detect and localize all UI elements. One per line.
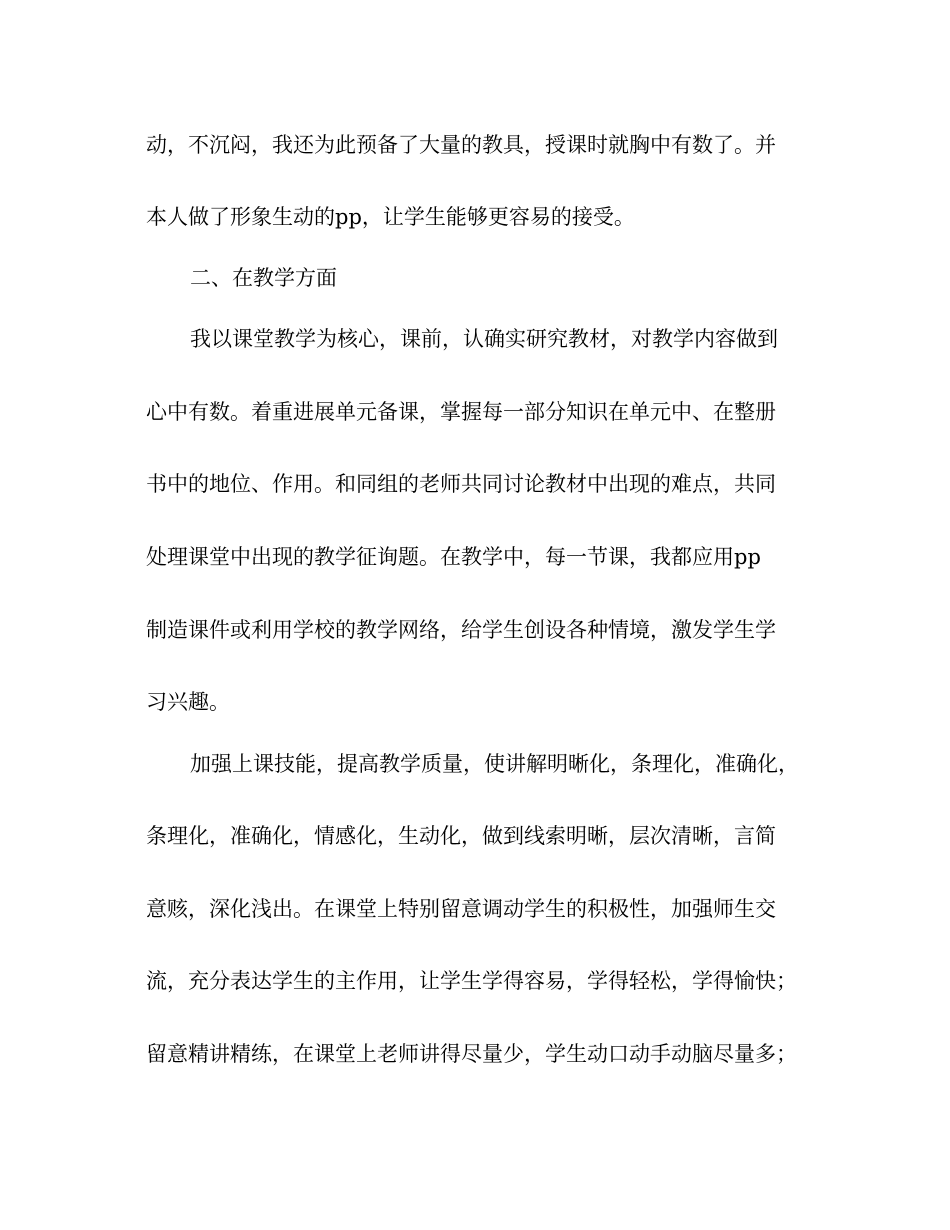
text-line: 动，不沉闷，我还为此预备了大量的教具，授课时就胸中有数了。并	[146, 133, 776, 157]
text-line: 习兴趣。	[146, 690, 230, 714]
text-line: 本人做了形象生动的pp，让学生能够更容易的接受。	[146, 205, 635, 229]
text-line: 条理化，准确化，情感化，生动化，做到线索明晰，层次清晰，言简	[146, 824, 776, 848]
text-line: 流，充分表达学生的主作用，让学生学得容易，学得轻松，学得愉快；	[146, 969, 797, 993]
text-line: 处理课堂中出现的教学征询题。在教学中，每一节课，我都应用pp	[146, 545, 761, 569]
section-heading: 二、在教学方面	[190, 266, 337, 290]
text-line: 我以课堂教学为核心，课前，认确实研究教材，对教学内容做到	[190, 327, 778, 351]
text-line: 书中的地位、作用。和同组的老师共同讨论教材中出现的难点，共同	[146, 472, 776, 496]
text-line: 意赅，深化浅出。在课堂上特别留意调动学生的积极性，加强师生交	[146, 897, 776, 921]
text-line: 加强上课技能，提高教学质量，使讲解明晰化，条理化，准确化，	[190, 752, 799, 776]
text-line: 制造课件或利用学校的教学网络，给学生创设各种情境，激发学生学	[146, 618, 776, 642]
text-line: 心中有数。着重进展单元备课，掌握每一部分知识在单元中、在整册	[146, 400, 776, 424]
text-line: 留意精讲精练，在课堂上老师讲得尽量少，学生动口动手动脑尽量多；	[146, 1042, 797, 1066]
